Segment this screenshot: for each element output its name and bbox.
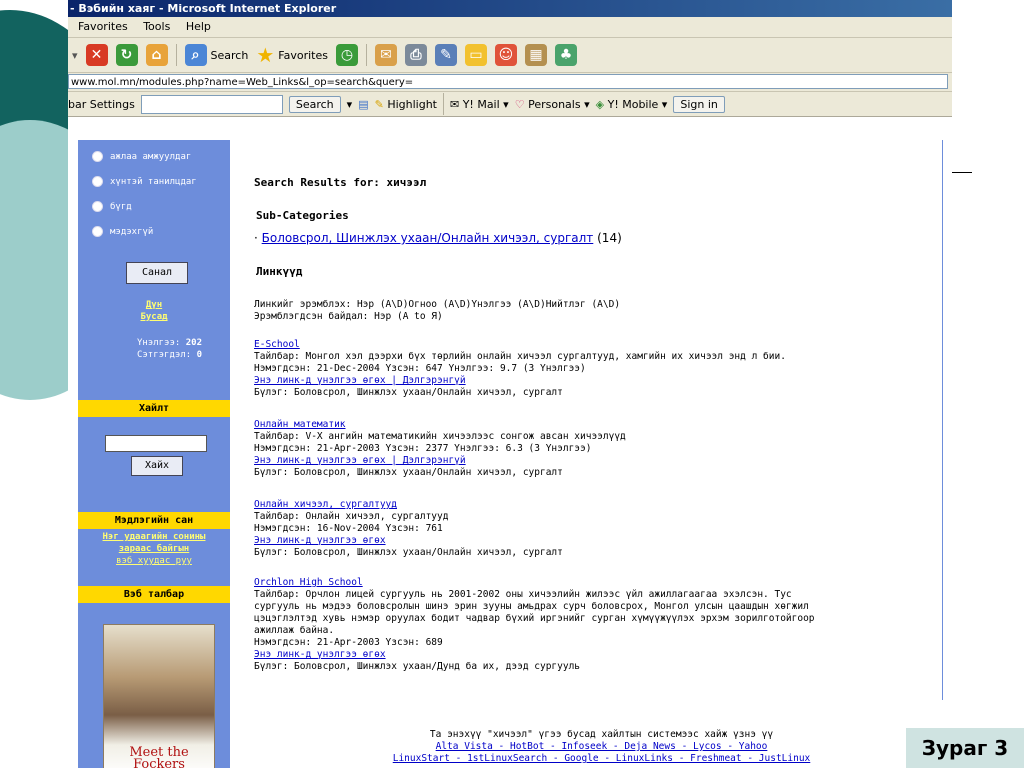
subcategory-count: (14) <box>597 231 622 245</box>
search-button[interactable] <box>185 44 249 66</box>
result-title-link[interactable]: E-School <box>254 339 300 350</box>
result-title-link[interactable]: Orchlon High School <box>254 577 363 588</box>
vote-button[interactable]: Санал <box>126 262 188 284</box>
poll-option-4[interactable] <box>92 226 153 237</box>
knowledge-link-line-3[interactable]: вэб хуудас руу <box>116 556 192 566</box>
stop-icon[interactable]: ✕ <box>86 44 108 66</box>
poll-other-link[interactable]: Бусад <box>140 312 168 322</box>
yahoo-mail-label: Y! Mail <box>462 97 500 111</box>
knowledge-link-line-2[interactable]: зараас байгын <box>118 544 190 554</box>
poll-option-3[interactable] <box>92 201 132 212</box>
radio-icon <box>92 201 103 212</box>
comments-label: Сэтгэгдэл: <box>136 350 192 360</box>
search-button-label: Search <box>210 48 249 62</box>
radio-icon <box>92 176 103 187</box>
bullet-icon: · <box>254 231 258 245</box>
yahoo-search-input[interactable] <box>141 95 283 114</box>
links-heading: Линкүүд <box>256 265 303 278</box>
personals-icon: ♡ <box>514 97 525 111</box>
window-title: - Вэбийн хаяг - Microsoft Internet Explorer <box>68 0 952 17</box>
subcategory-item <box>254 231 622 245</box>
edit-icon[interactable]: ✎ <box>435 44 457 66</box>
search-engine-links-1[interactable]: Alta Vista - HotBot - Infoseek - Deja News - Lycos - Yahoo <box>435 741 768 752</box>
personals-label: Personals <box>528 97 581 111</box>
votes-label: Үнэлгээ: <box>136 338 181 348</box>
results-title: Search Results for: хичээл <box>254 176 427 189</box>
menu-bar <box>68 17 952 38</box>
poster-title: Meet the Fockers <box>129 745 189 768</box>
knowledge-link-line-1[interactable]: Нэг удаагийн сонины <box>102 532 206 542</box>
address-bar <box>68 73 952 92</box>
search-engine-links-2[interactable]: LinuxStart - 1stLinuxSearch - Google - LinuxLinks - Freshmeat - JustLinux <box>392 753 811 764</box>
yahoo-mail-button[interactable]: ✉ Y! Mail ▾ <box>449 97 509 111</box>
home-icon[interactable]: ⌂ <box>146 44 168 66</box>
browser-window <box>68 0 952 768</box>
result-category: Бүлэг: Боловсрол, Шинжлэх ухаан/Онлайн хичээл, сургалт <box>254 467 563 478</box>
yahoo-search-button[interactable]: Search <box>289 96 341 113</box>
comments-count <box>137 350 202 360</box>
result-title-link[interactable]: Онлайн хичээл, сургалтууд <box>254 499 397 510</box>
poll-option-label: хүнтэй танилцдаг <box>110 176 197 187</box>
votes-value: 202 <box>185 338 202 348</box>
movie-poster[interactable] <box>103 624 215 768</box>
standard-toolbar <box>68 38 952 73</box>
left-sidebar <box>78 140 230 768</box>
result-description-line: ажиллаж байна. <box>254 625 335 636</box>
personals-button[interactable]: ♡ Personals ▾ <box>514 97 590 111</box>
result-description-line: сургууль нь мэдээ боловсролын шинэ эрин зууны амьдрах сурч боловсрох, Монгол улсын цаашдын хөгжил <box>254 601 809 612</box>
search-results <box>254 140 949 768</box>
mail-icon[interactable]: ✉ <box>375 44 397 66</box>
poll-option-label: бүгд <box>110 201 132 212</box>
contacts-icon[interactable]: ♣ <box>555 44 577 66</box>
sidebar-search-button[interactable]: Хайх <box>131 456 183 476</box>
result-added: Нэмэгдсэн: 16-Nov-2004 Үзсэн: 761 <box>254 523 443 534</box>
result-description: Тайлбар: V-X ангийн математикийн хичээлээс сонгож авсан хичээлүүд <box>254 431 626 442</box>
folder-icon[interactable]: ▭ <box>465 44 487 66</box>
radio-icon <box>92 151 103 162</box>
result-description: Тайлбар: Онлайн хичээл, сургалтууд <box>254 511 449 522</box>
poll-option-2[interactable] <box>92 176 197 187</box>
toolbar-separator <box>443 93 444 115</box>
messenger-icon[interactable]: ☺ <box>495 44 517 66</box>
votes-count <box>137 338 202 348</box>
back-dropdown-icon[interactable]: ▾ <box>72 48 78 62</box>
content-border <box>942 140 943 700</box>
menu-help[interactable]: Help <box>185 20 211 33</box>
result-description-line: цэцэглэлтэд хувь нэмэр оруулах бодит чадвар бүхий иргэнийг сурган хүмүүжүүлэх эрхэм зорилготойгоор <box>254 613 815 624</box>
yahoo-mobile-label: Y! Mobile <box>607 97 659 111</box>
search-icon: ⌕ <box>185 44 207 66</box>
envelope-icon: ✉ <box>449 97 460 111</box>
result-actions[interactable]: Энэ линк-д үнэлгээ өгөх | Дэлгэрэнгүй <box>254 455 466 466</box>
result-added: Нэмэгдсэн: 21-Apr-2003 Үзсэн: 689 <box>254 637 443 648</box>
subcategories-heading: Sub-Categories <box>256 209 349 222</box>
highlighter-icon: ✎ <box>374 97 384 111</box>
refresh-icon[interactable]: ↻ <box>116 44 138 66</box>
highlight-label: Highlight <box>387 97 437 111</box>
comments-value: 0 <box>196 350 202 360</box>
result-actions[interactable]: Энэ линк-д үнэлгээ өгөх <box>254 649 386 660</box>
mobile-icon: ◈ <box>595 97 605 111</box>
yahoo-toolbar <box>68 92 952 117</box>
webpage-heading: Вэб талбар <box>78 586 230 603</box>
favorites-button[interactable] <box>256 43 328 67</box>
address-input[interactable]: www.mol.mn/modules.php?name=Web_Links&l_op=search&query= <box>68 74 948 89</box>
result-description: Тайлбар: Монгол хэл дээрхи бүх төрлийн онлайн хичээл сургалтууд, хамгийн их хичээл энд л бии. <box>254 351 786 362</box>
yahoo-settings-label[interactable]: bar Settings <box>68 97 135 111</box>
poll-option-label: мэдэхгүй <box>110 226 154 237</box>
sidebar-search-input[interactable] <box>105 435 207 452</box>
toolbar-separator <box>176 44 177 66</box>
sort-options[interactable]: Линкийг эрэмблэх: Нэр (A\D)Огноо (A\D)Үнэлгээ (A\D)Нийтлэг (A\D) <box>254 299 621 310</box>
search-heading: Хайлт <box>78 400 230 417</box>
result-title-link[interactable]: Онлайн математик <box>254 419 346 430</box>
decor-dash <box>952 172 972 173</box>
radio-icon <box>92 226 103 237</box>
result-actions[interactable]: Энэ линк-д үнэлгээ өгөх | Дэлгэрэнгүй <box>254 375 466 386</box>
page-content <box>68 140 952 768</box>
menu-favorites[interactable]: Favorites <box>78 20 128 33</box>
result-added: Нэмэгдсэн: 21-Apr-2003 Үзсэн: 2377 Үнэлгээ: 6.3 (3 Үнэлгээ) <box>254 443 592 454</box>
print-icon[interactable]: ⎙ <box>405 44 427 66</box>
dropdown-arrow-icon[interactable]: ▾ <box>346 97 353 111</box>
poll-option-label: ажлаа амжуулдаг <box>110 151 192 162</box>
result-description-line: Тайлбар: Орчлон лицей сургууль нь 2001-2002 оны хичээлийн жилээс үйл ажиллагаагаа эхэлсэн. Тус <box>254 589 792 600</box>
research-icon[interactable]: ▦ <box>525 44 547 66</box>
media-icon[interactable]: ◷ <box>336 44 358 66</box>
result-category: Бүлэг: Боловсрол, Шинжлэх ухаан/Онлайн хичээл, сургалт <box>254 387 563 398</box>
favorites-button-label: Favorites <box>278 48 328 62</box>
result-category: Бүлэг: Боловсрол, Шинжлэх ухаан/Онлайн хичээл, сургалт <box>254 547 563 558</box>
toolbar-separator <box>366 44 367 66</box>
subcategory-link[interactable]: Боловсрол, Шинжлэх ухаан/Онлайн хичээл, сургалт <box>261 231 594 245</box>
result-category: Бүлэг: Боловсрол, Шинжлэх ухаан/Дунд ба их, дээд сургууль <box>254 661 581 672</box>
result-added: Нэмэгдсэн: 21-Dec-2004 Үзсэн: 647 Үнэлгээ: 9.7 (3 Үнэлгээ) <box>254 363 586 374</box>
knowledge-heading: Мэдлэгийн сан <box>78 512 230 529</box>
slide-label: Зураг 3 <box>906 728 1024 768</box>
yahoo-toolbar-icon[interactable]: ▤ <box>358 97 369 111</box>
poll-results-link[interactable]: Дүн <box>145 300 163 310</box>
search-other-engines-text: Та энэхүү "хичээл" үгээ бусад хайлтын системээс хайж үзнэ үү <box>429 729 774 740</box>
yahoo-mobile-button[interactable]: ◈ Y! Mobile ▾ <box>595 97 668 111</box>
sign-in-button[interactable]: Sign in <box>673 96 725 113</box>
highlight-button[interactable] <box>375 98 437 111</box>
result-actions[interactable]: Энэ линк-д үнэлгээ өгөх <box>254 535 386 546</box>
sort-current: Эрэмблэгдсэн байдал: Нэр (A to Я) <box>254 311 443 322</box>
menu-tools[interactable]: Tools <box>143 20 171 33</box>
poll-option-1[interactable] <box>92 151 191 162</box>
star-icon: ★ <box>256 43 275 67</box>
